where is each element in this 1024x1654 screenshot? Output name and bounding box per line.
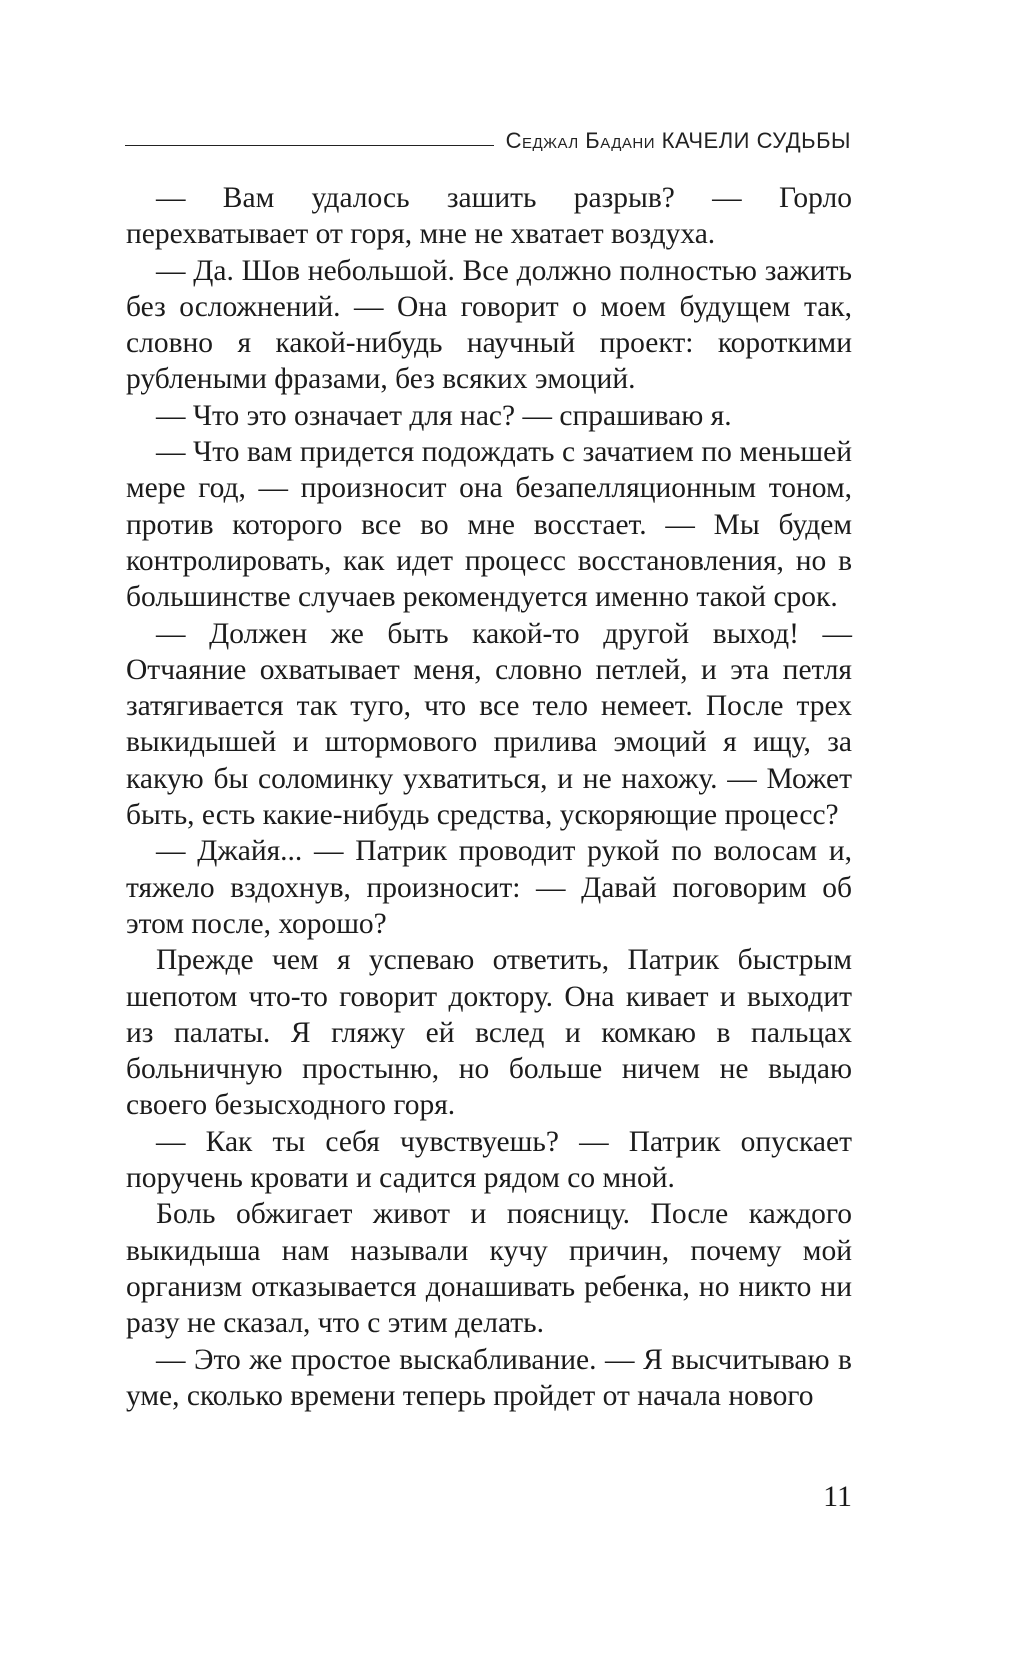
page-number: 11 (823, 1480, 852, 1513)
paragraph: — Это же простое выскабливание. — Я высчитываю в уме, сколько времени теперь пройдет от начала нового (126, 1343, 852, 1412)
running-head (125, 118, 851, 152)
paragraph: — Должен же быть какой-то другой выход! — Отчаяние охватывает меня, словно петлей, и эта петля затягивается так туго, что все тело немеет. После трех выкидышей и штормового прилива эмоций я ищу, за какую бы соломинку ухватиться, и не нахожу. — Может быть, есть какие-нибудь средства, ускоряющие процесс? (126, 617, 852, 832)
paragraph: Прежде чем я успеваю ответить, Патрик быстрым шепотом что-то говорит доктору. Она кивает и выходит из палаты. Я гляжу ей вслед и комкаю в пальцах больничную простыню, но больше ничем не выдаю своего безысходного горя. (126, 944, 852, 1122)
running-head-text (506, 130, 851, 152)
running-head-title: КАЧЕЛИ СУДЬБЫ (661, 128, 851, 153)
paragraph: — Джайя... — Патрик проводит рукой по волосам и, тяжело вздохнув, произносит: — Давай поговорим об этом после, хорошо? (126, 835, 852, 940)
body-text (126, 180, 852, 1414)
running-head-author: Седжал Бадани (505, 128, 655, 153)
paragraph: — Вам удалось зашить разрыв? — Горло перехватывает от горя, мне не хватает воздуха. (126, 182, 852, 251)
paragraph: Боль обжигает живот и поясницу. После каждого выкидыша нам называли кучу причин, почему мой организм отказывается донашивать ребенка, но никто ни разу не сказал, что с этим делать. (126, 1198, 852, 1340)
paragraph: — Что это означает для нас? — спрашиваю я. (156, 399, 732, 432)
running-head-rule (125, 145, 494, 146)
paragraph: — Что вам придется подождать с зачатием по меньшей мере год, — произносит она безапелляционным тоном, против которого все во мне восстает. — Мы будем контролировать, как идет процесс восстановления, но в большинстве случаев рекомендуется именно такой срок. (126, 436, 852, 614)
paragraph: — Как ты себя чувствуешь? — Патрик опускает поручень кровати и садится рядом со мной. (126, 1125, 852, 1195)
paragraph: — Да. Шов небольшой. Все должно полностью зажить без осложнений. — Она говорит о моем будущем так, словно я какой-нибудь научный проект: короткими рублеными фразами, без всяких эмоций. (126, 254, 852, 396)
